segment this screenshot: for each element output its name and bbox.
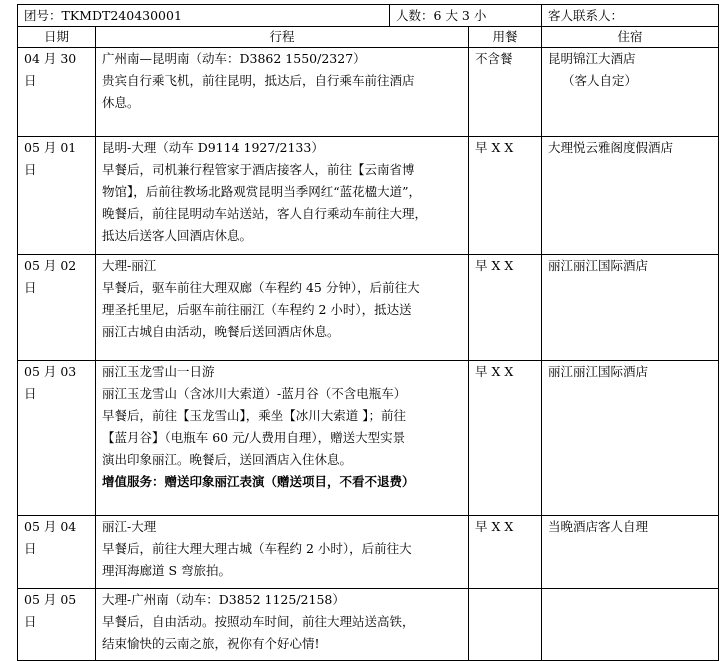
day-meal: 早 X X [469, 361, 542, 516]
day-hotel [542, 255, 719, 361]
itinerary-line: 丽江古城自由活动，晚餐后送回酒店休息。 [102, 324, 340, 339]
itinerary-line: 早餐后，驱车前往大理双廊（车程约 45 分钟），后前往大 [102, 280, 420, 295]
hotel-line: 当晚酒店客人自理 [548, 519, 649, 534]
day-itinerary [96, 361, 469, 516]
itinerary-line: 早餐后，前往【玉龙雪山】，乘坐【冰川大索道 】；前往 [102, 408, 406, 423]
itinerary-line: 物馆】，后前往教场北路观赏昆明当季网红“蓝花楹大道”， [102, 184, 422, 199]
group-number: 团号：TKMDT240430001 [18, 5, 390, 27]
day-meal: 早 X X [469, 137, 542, 255]
hotel-line: 丽江丽江国际酒店 [548, 364, 649, 379]
day-hotel [542, 516, 719, 589]
day-row [18, 48, 719, 137]
value-added-service: 增值服务：赠送印象丽江表演（赠送项目，不看不退费） [102, 474, 415, 489]
itinerary-line: 结束愉快的云南之旅，祝你有个好心情! [102, 636, 320, 651]
day-date: 05 月 05 日 [18, 589, 96, 661]
itinerary-line: 昆明-大理（动车 D9114 1927/2133） [102, 140, 324, 155]
day-itinerary [96, 48, 469, 137]
day-itinerary [96, 137, 469, 255]
day-itinerary [96, 516, 469, 589]
guest-contact: 客人联系人： [542, 5, 719, 27]
day-date: 05 月 04 日 [18, 516, 96, 589]
itinerary-line: 大理-广州南（动车：D3852 1125/2158） [102, 592, 345, 607]
hotel-line: 昆明锦江大酒店 [548, 51, 636, 66]
day-row [18, 255, 719, 361]
itinerary-line: 贵宾自行乘飞机，前往昆明，抵达后，自行乘车前往酒店 [102, 73, 415, 88]
itinerary-table [17, 4, 719, 661]
itinerary-line: 早餐后，前往大理大理古城（车程约 2 小时），后前往大 [102, 541, 412, 556]
header-date: 日期 [18, 27, 96, 48]
itinerary-line: 早餐后，司机兼行程管家于酒店接客人，前往【云南省博 [102, 162, 415, 177]
day-date: 05 月 03 日 [18, 361, 96, 516]
header-hotel: 住宿 [542, 27, 719, 48]
day-itinerary [96, 589, 469, 661]
header-itinerary: 行程 [96, 27, 469, 48]
day-date: 04 月 30 日 [18, 48, 96, 137]
itinerary-line: 丽江玉龙雪山（含冰川大索道）-蓝月谷（不含电瓶车） [102, 386, 407, 401]
day-date: 05 月 02 日 [18, 255, 96, 361]
itinerary-line: 抵达后送客人回酒店休息。 [102, 228, 253, 243]
itinerary-line: 理圣托里尼，后驱车前往丽江（车程约 2 小时），抵达送 [102, 302, 412, 317]
header-row [18, 27, 719, 48]
itinerary-line: 早餐后，自由活动。按照动车时间，前往大理站送高铁， [102, 614, 415, 629]
day-row [18, 516, 719, 589]
itinerary-line: 休息。 [102, 95, 140, 110]
itinerary-line: 晚餐后，前往昆明动车站送站，客人自行乘动车前往大理， [102, 206, 428, 221]
people-count: 人数：6 大 3 小 [390, 5, 542, 27]
itinerary-line: 理洱海廊道 S 弯旅拍。 [102, 563, 232, 578]
itinerary-line: 丽江-大理 [102, 519, 157, 534]
itinerary-line: 丽江玉龙雪山一日游 [102, 364, 215, 379]
day-meal: 早 X X [469, 516, 542, 589]
info-row [18, 5, 719, 27]
day-meal: 不含餐 [469, 48, 542, 137]
day-itinerary [96, 255, 469, 361]
itinerary-line: 广州南—昆明南（动车：D3862 1550/2327） [102, 51, 366, 66]
day-hotel [542, 137, 719, 255]
day-date: 05 月 01 日 [18, 137, 96, 255]
day-meal: 早 X X [469, 255, 542, 361]
day-meal [469, 589, 542, 661]
day-row [18, 137, 719, 255]
header-meal: 用餐 [469, 27, 542, 48]
itinerary-line: 【蓝月谷】（电瓶车 60 元/人费用自理），赠送大型实景 [102, 430, 406, 445]
day-hotel [542, 361, 719, 516]
hotel-line: 丽江丽江国际酒店 [548, 258, 649, 273]
day-hotel [542, 589, 719, 661]
hotel-line: 大理悦云雅阁度假酒店 [548, 140, 674, 155]
itinerary-line: 大理-丽江 [102, 258, 157, 273]
itinerary-line: 演出印象丽江。晚餐后，送回酒店入住休息。 [102, 452, 353, 467]
hotel-line: （客人自定） [562, 73, 638, 88]
day-hotel [542, 48, 719, 137]
day-row [18, 361, 719, 516]
day-row [18, 589, 719, 661]
